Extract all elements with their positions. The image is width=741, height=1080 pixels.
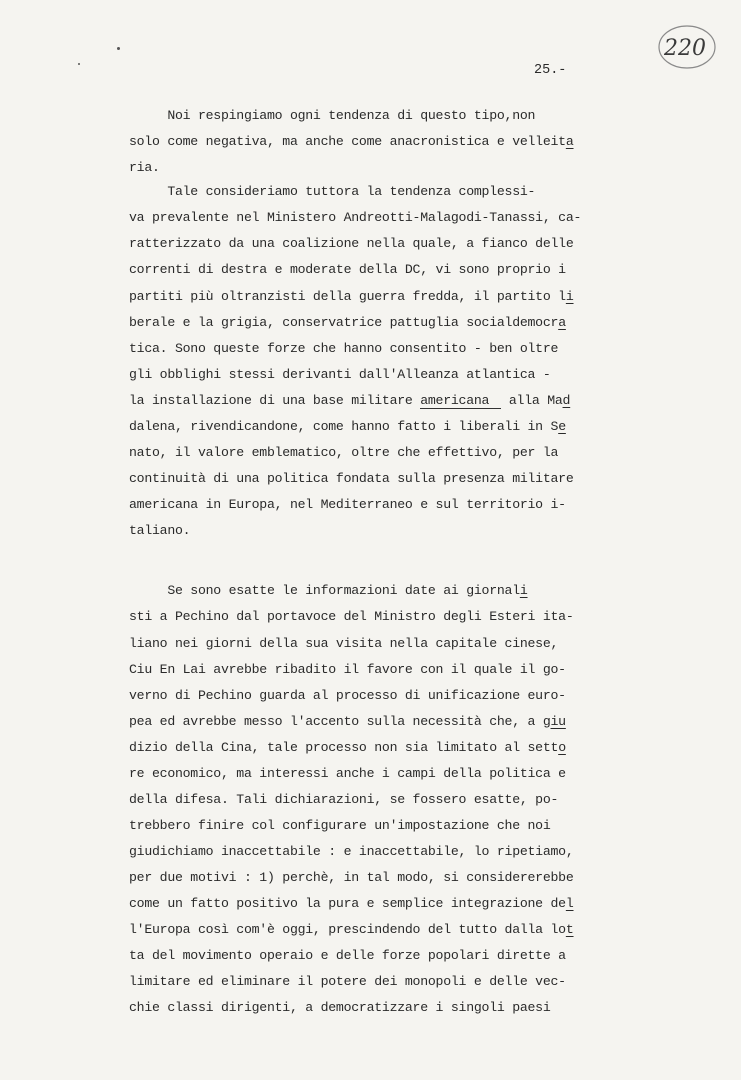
text-line: continuità di una politica fondata sulla presenza militare (129, 471, 574, 486)
text-line: tica. Sono queste forze che hanno consentito - ben oltre (129, 341, 559, 356)
text-line: come un fatto positivo la pura e semplice integrazione del (129, 896, 574, 911)
text-line: ratterizzato da una coalizione nella quale, a fianco delle (129, 236, 574, 251)
text-line: berale e la grigia, conservatrice pattuglia socialdemocra (129, 315, 566, 330)
text-line: Tale consideriamo tuttora la tendenza complessi- (129, 184, 536, 199)
text-line: solo come negativa, ma anche come anacronistica e velleita (129, 134, 574, 149)
text-line: partiti più oltranzisti della guerra fredda, il partito li (129, 289, 574, 304)
text-line: la installazione di una base militare americana alla Mad (129, 393, 571, 408)
text-line: americana in Europa, nel Mediterraneo e sul territorio i- (129, 497, 566, 512)
text-line: dizio della Cina, tale processo non sia limitato al setto (129, 740, 566, 755)
dust-speck (78, 63, 80, 65)
text-line: Ciu En Lai avrebbe ribadito il favore con il quale il go- (129, 662, 566, 677)
text-line: va prevalente nel Ministero Andreotti-Malagodi-Tanassi, ca- (129, 210, 582, 225)
text-line: pea ed avrebbe messo l'accento sulla necessità che, a giu (129, 714, 566, 729)
text-line: ta del movimento operaio e delle forze popolari dirette a (129, 948, 566, 963)
page-number: 25.- (534, 63, 567, 78)
text-line: nato, il valore emblematico, oltre che effettivo, per la (129, 445, 559, 460)
text-line: giudichiamo inaccettabile : e inaccettabile, lo ripetiamo, (129, 844, 574, 859)
archive-number-stamp (655, 22, 717, 72)
text-line: limitare ed eliminare il potere dei monopoli e delle vec- (129, 974, 566, 989)
text-line: gli obblighi stessi derivanti dall'Alleanza atlantica - (129, 367, 551, 382)
text-line: sti a Pechino dal portavoce del Ministro degli Esteri ita- (129, 609, 574, 624)
text-line: liano nei giorni della sua visita nella capitale cinese, (129, 636, 559, 651)
text-line: taliano. (129, 523, 191, 538)
text-line: verno di Pechino guarda al processo di unificazione euro- (129, 688, 566, 703)
text-line: Se sono esatte le informazioni date ai giornali (129, 583, 528, 598)
text-line: re economico, ma interessi anche i campi della politica e (129, 766, 566, 781)
text-line: correnti di destra e moderate della DC, vi sono proprio i (129, 262, 566, 277)
text-line: Noi respingiamo ogni tendenza di questo tipo,non (129, 108, 536, 123)
text-line: ria. (129, 160, 160, 175)
dust-speck (117, 47, 120, 50)
archive-number: 220 (664, 36, 706, 61)
text-line: dalena, rivendicandone, come hanno fatto i liberali in Se (129, 419, 566, 434)
text-line: per due motivi : 1) perchè, in tal modo, si considererebbe (129, 870, 574, 885)
text-line: trebbero finire col configurare un'impostazione che noi (129, 818, 551, 833)
text-line: della difesa. Tali dichiarazioni, se fossero esatte, po- (129, 792, 559, 807)
text-line: chie classi dirigenti, a democratizzare i singoli paesi (129, 1000, 551, 1015)
text-line: l'Europa così com'è oggi, prescindendo del tutto dalla lot (129, 922, 574, 937)
